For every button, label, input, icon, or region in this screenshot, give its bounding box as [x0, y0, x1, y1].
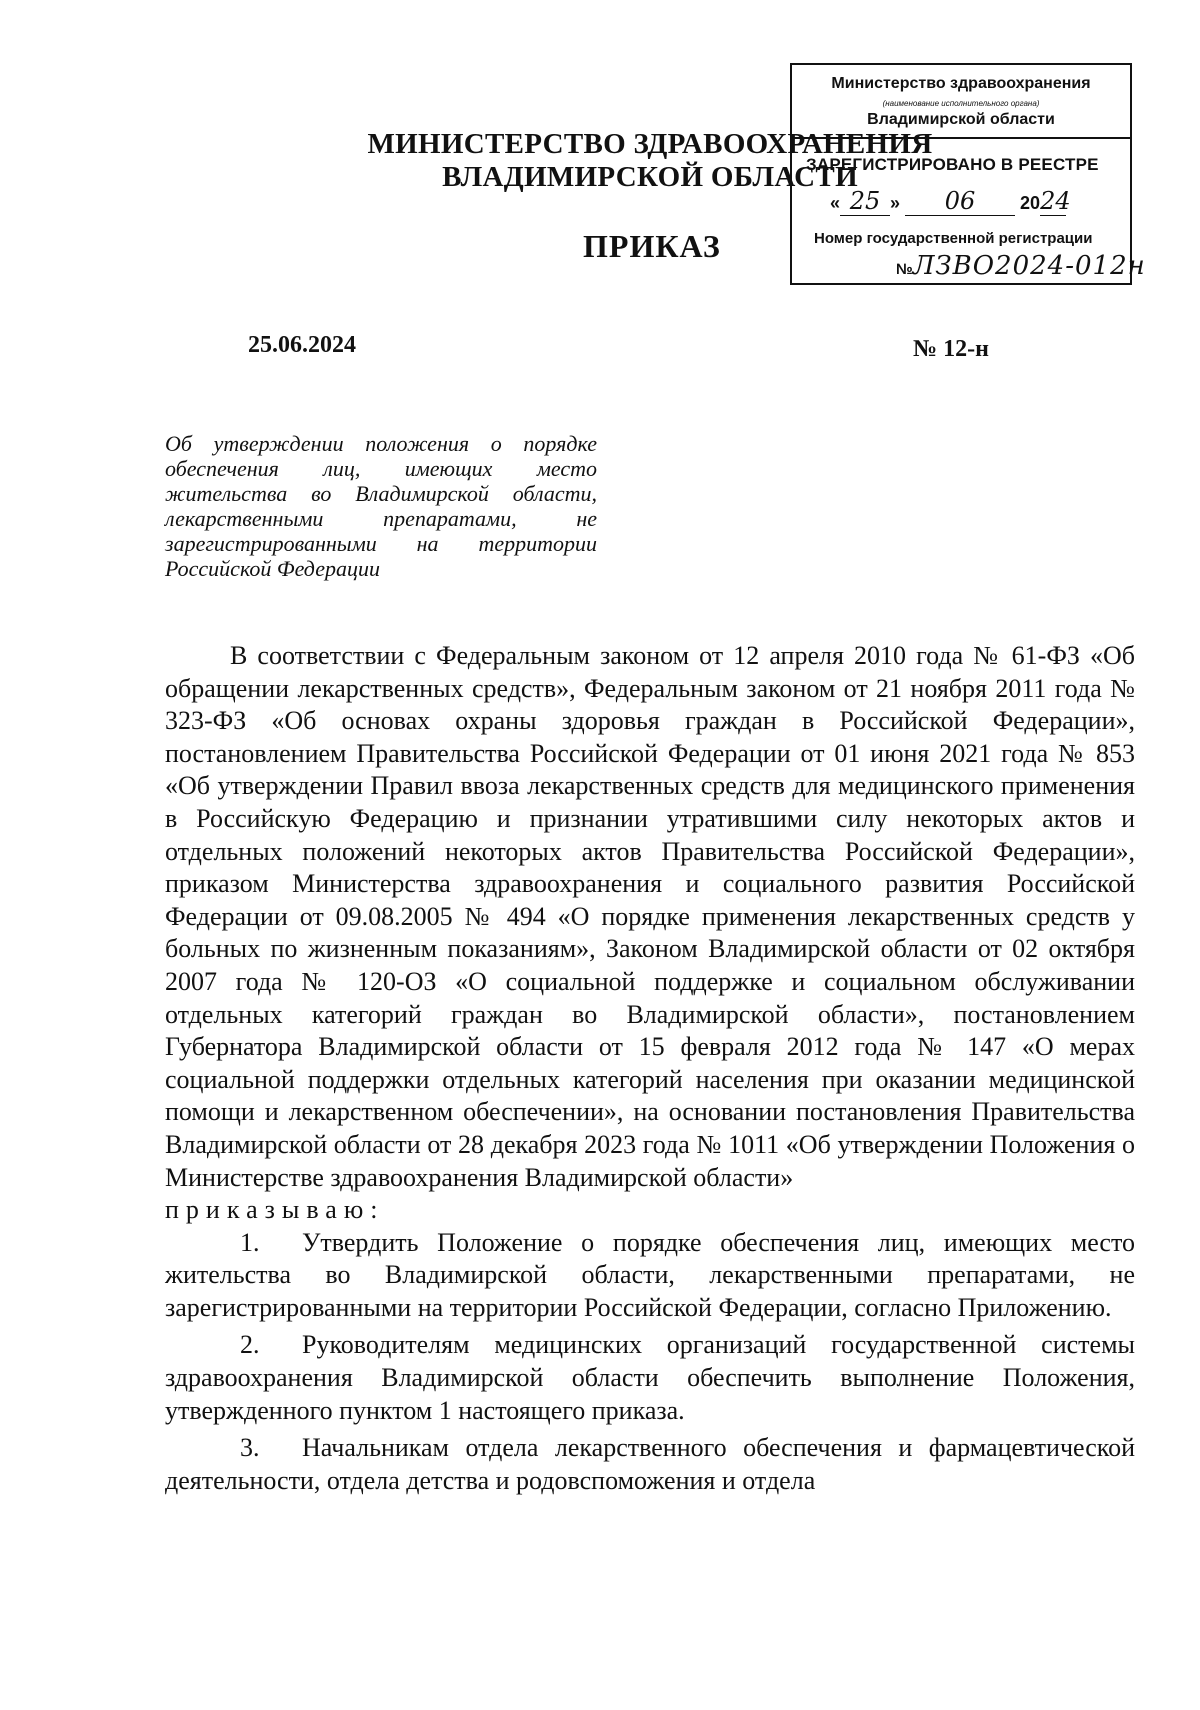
- stamp-reg-label: Номер государственной регистрации: [814, 230, 1093, 247]
- order-item-1: [165, 1227, 1135, 1325]
- stamp-region: Владимирской области: [867, 111, 1055, 128]
- item-text: Начальникам отдела лекарственного обеспечения и фармацевтической деятельности, отдела детства и родовспоможения и отдела: [165, 1433, 1135, 1495]
- ministry-line-2: ВЛАДИМИРСКОЙ ОБЛАСТИ: [442, 161, 858, 193]
- order-item-2: [165, 1329, 1135, 1427]
- order-item-3: [165, 1432, 1135, 1497]
- item-text: Руководителям медицинских организаций государственной системы здравоохранения Владимирской области обеспечить выполнение Положения, утвержденного пунктом 1 настоящего приказа.: [165, 1330, 1135, 1425]
- ministry-line-1: МИНИСТЕРСТВО ЗДРАВООХРАНЕНИЯ: [367, 128, 933, 160]
- order-body: [165, 640, 1135, 1497]
- ministry-header: [360, 128, 940, 194]
- preamble-paragraph: В соответствии с Федеральным законом от 12 апреля 2010 года № 61-ФЗ «Об обращении лекарственных средств», Федеральным законом от 21 ноября 2011 года № 323-ФЗ «Об основах охраны здоровья граждан в Российской Федерации», постановлением Правительства Российской Федерации от 01 июня 2021 года № 853 «Об утверждении Правил ввоза лекарственных средств для медицинского применения в Российскую Федерацию и признании утратившими силу некоторых актов и отдельных положений некоторых актов Правительства Российской Федерации», приказом Министерства здравоохранения и социального развития Российской Федерации от 09.08.2005 № 494 «О порядке применения лекарственных средств у больных по жизненным показаниям», Законом Владимирской области от 02 октября 2007 года № 120-ОЗ «О социальной поддержке и социальном обслуживании отдельных категорий граждан во Владимирской области», постановлением Губернатора Владимирской области от 15 февраля 2012 года № 147 «О мерах социальной поддержки отдельных категорий населения при оказании медицинской помощи и лекарственном обеспечении», на основании постановления Правительства Владимирской области от 28 декабря 2023 года № 1011 «Об утверждении Положения о Министерстве здравоохранения Владимирской области»: [165, 641, 1135, 1192]
- order-date: 25.06.2024: [248, 332, 356, 358]
- order-subject: Об утверждении положения о порядке обеспечения лиц, имеющих место жительства во Владимирской области, лекарственными препаратами, не зарегистрированными на территории Российской Федерации: [165, 431, 597, 581]
- item-number: 3.: [240, 1433, 260, 1463]
- item-number: 2.: [240, 1330, 260, 1360]
- stamp-day: 25: [840, 187, 890, 216]
- order-title: ПРИКАЗ: [583, 228, 721, 264]
- order-number: № 12-н: [913, 336, 989, 362]
- stamp-year-prefix: 20: [1020, 193, 1041, 213]
- item-number: 1.: [240, 1227, 260, 1257]
- item-text: Утвердить Положение о порядке обеспечения лиц, имеющих место жительства во Владимирской области, лекарственными препаратами, не зарегистрированными на территории Российской Федерации, согласно Приложению.: [165, 1227, 1135, 1322]
- stamp-year-suffix: 24: [1040, 187, 1071, 215]
- stamp-caption: (наименование исполнительного органа): [882, 99, 1040, 108]
- stamp-ministry: Министерство здравоохранения: [831, 75, 1091, 92]
- stamp-date-row: « 25 » 06 2024: [830, 187, 1071, 215]
- stamp-month: 06: [905, 187, 1015, 216]
- order-word: приказываю:: [165, 1195, 385, 1225]
- stamp-reg-prefix: №: [896, 261, 913, 278]
- stamp-reg-row: [896, 251, 1146, 281]
- stamp-reg-number: ЛЗВО2024-012н: [912, 251, 1146, 281]
- stamp-registered: ЗАРЕГИСТРИРОВАНО В РЕЕСТРЕ: [806, 155, 1099, 174]
